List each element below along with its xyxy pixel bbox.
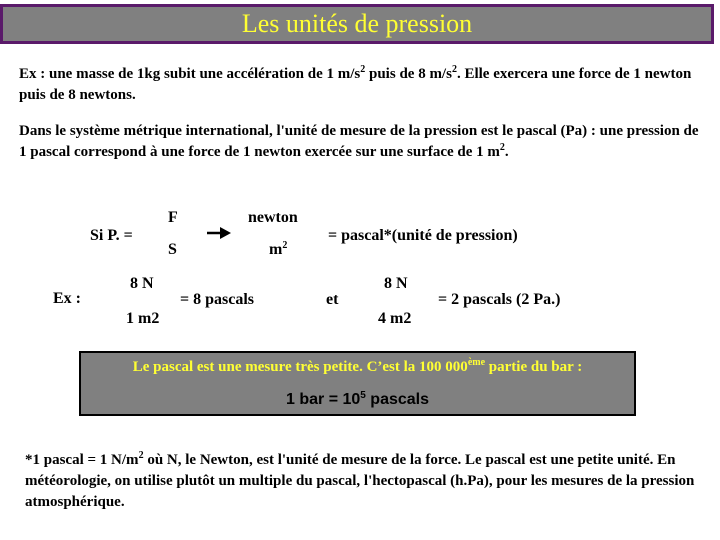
example-result-1: = 8 pascals [180, 291, 255, 308]
example-text-2: puis de 8 m/s [365, 66, 452, 82]
highlight-line-2-text-a: 1 bar = 10 [286, 391, 361, 408]
formula-result: = pascal*(unité de pression) [328, 227, 518, 244]
footnote-sup: 2 [138, 450, 144, 461]
definition-text: Dans le système métrique international, l'unité de mesure de la pression est le pascal (Pa) : une pression de 1 pascal correspond à une force de 1 newton exercée sur une surface de 1 m [19, 123, 699, 160]
definition-sup: 2 [499, 142, 505, 153]
footnote-paragraph [25, 450, 695, 513]
unit-denominator [269, 241, 287, 259]
definition-end: . [504, 144, 509, 160]
highlight-line-1-sup: ème [467, 357, 486, 368]
definition-paragraph [19, 121, 699, 163]
example-label: Ex : [53, 290, 81, 307]
example-text-1: Ex : une masse de 1kg subit une accélération de 1 m/s [19, 66, 361, 82]
example-result-2: = 2 pascals (2 Pa.) [438, 291, 561, 308]
unit-numerator: newton [248, 209, 298, 226]
highlight-box [79, 351, 636, 416]
title-bar [0, 4, 714, 44]
highlight-line-2-sup: 5 [360, 390, 366, 401]
highlight-line-2-text-b: pascals [365, 391, 429, 408]
highlight-line-1-text-a: Le pascal est une mesure très petite. C’est la 100 000 [132, 359, 468, 375]
example-num-1: 8 N [130, 275, 154, 292]
example-sup-1: 2 [360, 64, 366, 75]
unit-denominator-exp: 2 [282, 240, 288, 251]
right-arrow-icon [206, 225, 232, 241]
highlight-line-1 [81, 359, 634, 376]
example-sup-2: 2 [451, 64, 457, 75]
formula-denominator: S [168, 241, 177, 258]
footnote-text-1: *1 pascal = 1 N/m [25, 452, 139, 468]
footnote-text-2: où N, le Newton, est l'unité de mesure de la force. Le pascal est une petite unité. En météorologie, on utilise plutôt un multiple du pascal, l'hectopascal (h.Pa), pour les mesures de la pression atmosphérique. [25, 452, 695, 510]
highlight-line-1-text-b: partie du bar : [485, 359, 583, 375]
example-num-2: 8 N [384, 275, 408, 292]
example-den-1: 1 m2 [126, 310, 160, 327]
example-text-3: . Elle exercera une force de 1 newton puis de 8 newtons. [19, 66, 692, 103]
highlight-line-2 [81, 391, 634, 409]
page-title: Les unités de pression [241, 9, 473, 38]
formula-numerator: F [168, 209, 178, 226]
unit-denominator-base: m [269, 241, 283, 258]
example-paragraph [19, 64, 709, 106]
example-den-2: 4 m2 [378, 310, 412, 327]
formula-lhs: Si P. = [90, 227, 133, 244]
example-connector: et [326, 291, 339, 308]
